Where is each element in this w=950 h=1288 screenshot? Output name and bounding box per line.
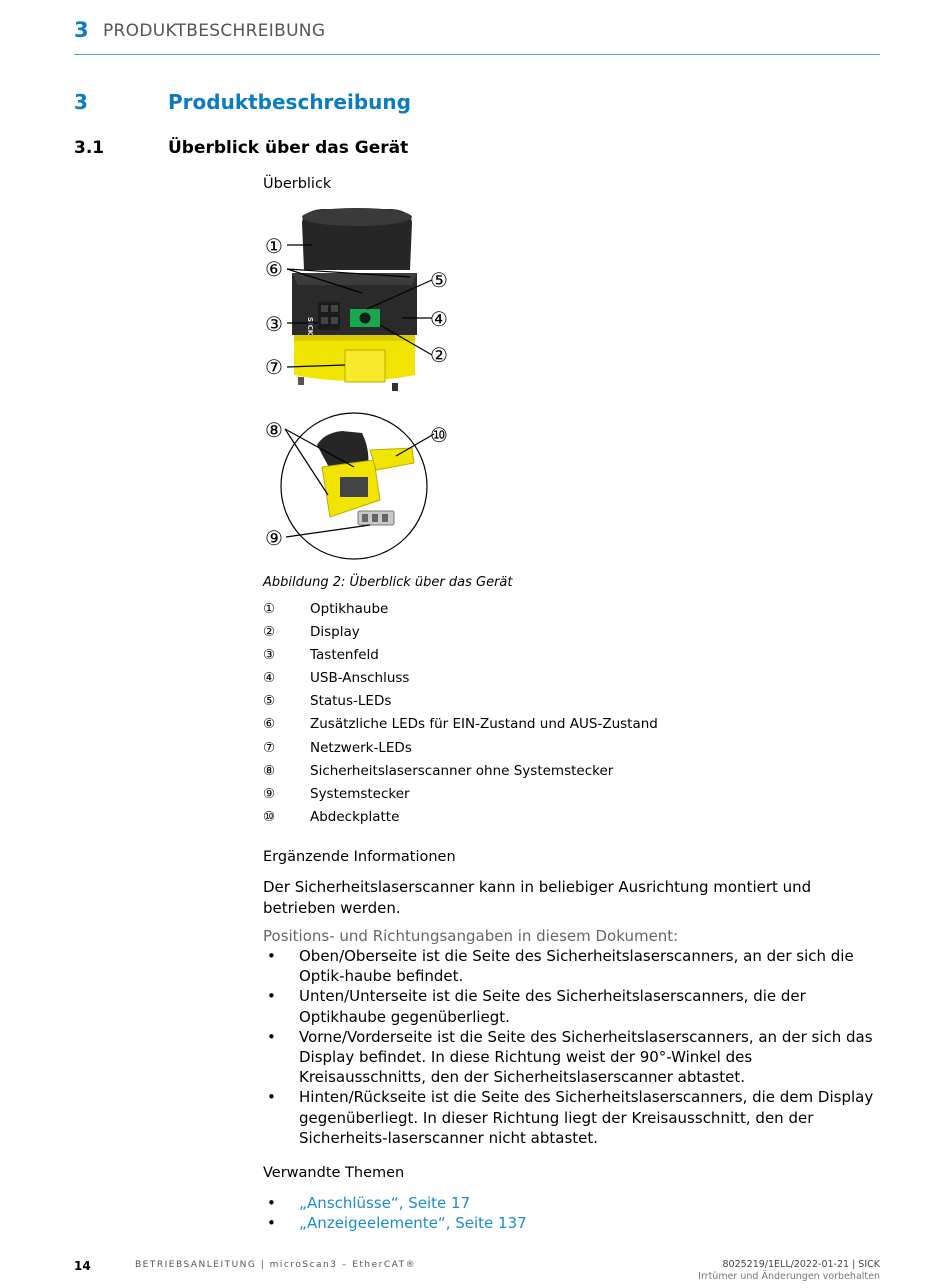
legend-number: ⑤ — [263, 693, 276, 710]
footer-disclaimer: Irrtümer und Änderungen vorbehalten — [698, 1271, 880, 1282]
legend-item — [263, 693, 863, 716]
legend-text: Display — [310, 624, 360, 641]
related-link-anschluesse[interactable] — [263, 1193, 875, 1213]
legend-item — [263, 647, 863, 670]
legend-item — [263, 809, 863, 832]
callout-1: ① — [265, 234, 283, 258]
heading2-title: Überblick über das Gerät — [168, 138, 409, 158]
legend-item — [263, 601, 863, 624]
heading1-number: 3 — [74, 90, 88, 114]
legend-number: ① — [263, 601, 276, 617]
link-text[interactable]: „Anzeigeelemente“, Seite 137 — [299, 1214, 527, 1233]
positions-heading: Positions- und Richtungsangaben in diesem Dokument: — [263, 927, 679, 945]
callout-7: ⑦ — [265, 355, 283, 379]
list-item: • Vorne/Vorderseite ist die Seite des Sicherheitslaserscanners, an der sich das Display befindet. In diese Richtung weist der 90°-Winkel des Kreisausschnitts, den der Sicherheitslaserscanner abtastet. — [263, 1027, 875, 1088]
footer-doc-title: BETRIEBSANLEITUNG | microScan3 – EtherCAT® — [135, 1260, 417, 1270]
legend-text: Abdeckplatte — [310, 808, 400, 825]
callout-5: ⑤ — [430, 268, 448, 292]
related-topics-list — [263, 1193, 875, 1233]
list-item: • Hinten/Rückseite ist die Seite des Sicherheitslaserscanners, die dem Display gegenüberliegt. In dieser Richtung liegt der Kreisausschnitt, den der Sicherheits-laserscanner nicht abtastet. — [263, 1087, 875, 1148]
callout-9: ⑨ — [265, 526, 283, 550]
footer-doc-id: 8025219/1ELL/2022-01-21 | SICK — [722, 1259, 880, 1270]
callout-8: ⑧ — [265, 418, 283, 442]
callout-4: ④ — [430, 307, 448, 331]
legend-item — [263, 786, 863, 809]
additional-info-heading: Ergänzende Informationen — [263, 849, 456, 865]
header-chapter-title: PRODUKTBESCHREIBUNG — [103, 21, 326, 41]
legend-number: ⑨ — [263, 785, 276, 802]
footer-right — [698, 1259, 880, 1283]
page-number: 14 — [74, 1259, 91, 1273]
related-topics-heading: Verwandte Themen — [263, 1165, 405, 1181]
device-overview-figure — [262, 205, 472, 565]
legend-number: ③ — [263, 647, 276, 664]
heading2-number: 3.1 — [74, 138, 105, 158]
legend-number: ② — [263, 624, 276, 641]
legend-item — [263, 716, 863, 739]
legend-number: ⑩ — [263, 808, 276, 825]
list-item: • Oben/Oberseite ist die Seite des Sicherheitslaserscanners, an der sich die Optik-haube befindet. — [263, 946, 875, 986]
figure-caption: Abbildung 2: Überblick über das Gerät — [263, 575, 513, 590]
legend-text: Optikhaube — [310, 601, 389, 617]
legend-item — [263, 740, 863, 763]
callout-2: ② — [430, 343, 448, 367]
header-chapter-number: 3 — [74, 18, 89, 42]
related-link-anzeigeelemente[interactable] — [263, 1213, 875, 1233]
legend-number: ⑧ — [263, 762, 276, 779]
legend-text: Netzwerk-LEDs — [310, 739, 412, 756]
callout-6: ⑥ — [265, 257, 283, 281]
legend-item — [263, 670, 863, 693]
brand-mark: SICK — [306, 317, 314, 336]
legend-text: Tastenfeld — [310, 647, 379, 664]
legend-text: Status-LEDs — [310, 693, 392, 710]
legend-number: ⑦ — [263, 739, 276, 756]
legend-number: ④ — [263, 670, 276, 687]
figure-legend — [263, 601, 863, 832]
running-header — [74, 18, 880, 55]
callout-10: ⑩ — [430, 423, 448, 447]
overview-label: Überblick — [263, 176, 332, 192]
legend-item — [263, 763, 863, 786]
legend-text: Zusätzliche LEDs für EIN-Zustand und AUS-Zustand — [310, 716, 658, 733]
heading1-title: Produktbeschreibung — [168, 90, 411, 114]
callout-3: ③ — [265, 312, 283, 336]
legend-text: Systemstecker — [310, 785, 410, 802]
link-text[interactable]: „Anschlüsse“, Seite 17 — [299, 1194, 471, 1212]
scanner-front-view — [287, 208, 432, 391]
scanner-detail-view — [281, 413, 434, 559]
list-item: • Unten/Unterseite ist die Seite des Sicherheitslaserscanners, die der Optikhaube gegenüberliegt. — [263, 986, 875, 1026]
legend-number: ⑥ — [263, 716, 276, 733]
additional-info-paragraph: Der Sicherheitslaserscanner kann in beliebiger Ausrichtung montiert und betrieben werden. — [263, 878, 812, 917]
legend-item — [263, 624, 863, 647]
legend-text: USB-Anschluss — [310, 670, 410, 687]
legend-text: Sicherheitslaserscanner ohne Systemstecker — [310, 762, 614, 779]
positions-list — [263, 946, 875, 1148]
